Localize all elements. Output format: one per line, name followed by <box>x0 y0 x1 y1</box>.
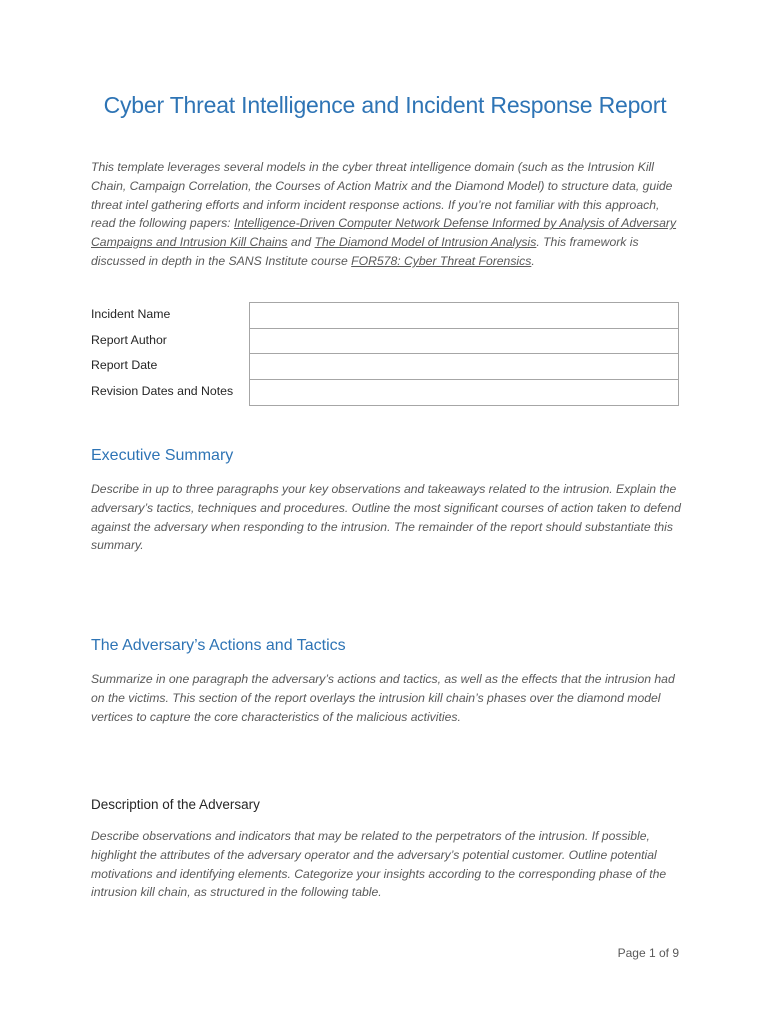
meta-label-report-author: Report Author <box>91 332 167 347</box>
intro-text-4: . <box>531 253 535 268</box>
intro-paragraph <box>91 158 681 271</box>
paper-link-diamond-model[interactable]: The Diamond Model of Intrusion Analysis <box>314 235 537 250</box>
intro-text-1: This template leverages several models in the cyber threat intelligence domain (such as the Intrusion Kill Chain, Campaign Correlation, the Courses of Action Matrix and the Diamond Model) to structure data, guide threat intel gathering efforts and inform incident response actions. If you’re not familiar with this approach, read the following papers: <box>91 160 673 231</box>
report-author-field[interactable] <box>250 329 678 355</box>
document-title: Cyber Threat Intelligence and Incident Response Report <box>103 92 667 118</box>
executive-summary-body: Describe in up to three paragraphs your key observations and takeaways related to the intrusion. Explain the adversary’s tactics, techniques and procedures. Outline the most significant courses of action taken to defend against the adversary when responding to the intrusion. The remainder of the report should substantiate this summary. <box>91 482 681 553</box>
paper-link-kill-chains[interactable]: Intelligence-Driven Computer Network Defense Informed by Analysis of Adversary Campaigns and Intrusion Kill Chains <box>91 216 677 250</box>
intro-text-2: and <box>287 235 315 250</box>
page-number: Page 1 of 9 <box>617 946 679 960</box>
meta-label-incident-name: Incident Name <box>91 307 171 321</box>
meta-table-labels <box>91 302 249 404</box>
meta-label-report-date: Report Date <box>91 358 158 372</box>
report-date-field[interactable] <box>250 354 678 380</box>
revision-notes-field[interactable] <box>250 380 678 406</box>
intro-text-3: . This framework is discussed in depth in the SANS Institute course <box>91 235 639 268</box>
actions-tactics-heading: The Adversary’s Actions and Tactics <box>91 637 346 654</box>
executive-summary-heading: Executive Summary <box>91 447 234 464</box>
meta-table-fields <box>249 302 679 406</box>
adversary-description-heading: Description of the Adversary <box>91 797 260 812</box>
course-link-for578[interactable]: FOR578: Cyber Threat Forensics <box>351 253 532 268</box>
incident-name-field[interactable] <box>250 303 678 329</box>
actions-tactics-body: Summarize in one paragraph the adversary’s actions and tactics, as well as the effects that the intrusion had on the victims. This section of the report overlays the intrusion kill chain’s phases over the diamond model vertices to capture the core characteristics of the malicious activities. <box>91 672 675 724</box>
adversary-description-body: Describe observations and indicators that may be related to the perpetrators of the intrusion. If possible, highlight the attributes of the adversary operator and the adversary’s potential customer. Outline potential motivations and identifying elements. Categorize your insights according to the corresponding phase of the intrusion kill chain, as structured in the following table. <box>91 829 667 900</box>
meta-label-revision-notes: Revision Dates and Notes <box>91 383 234 398</box>
